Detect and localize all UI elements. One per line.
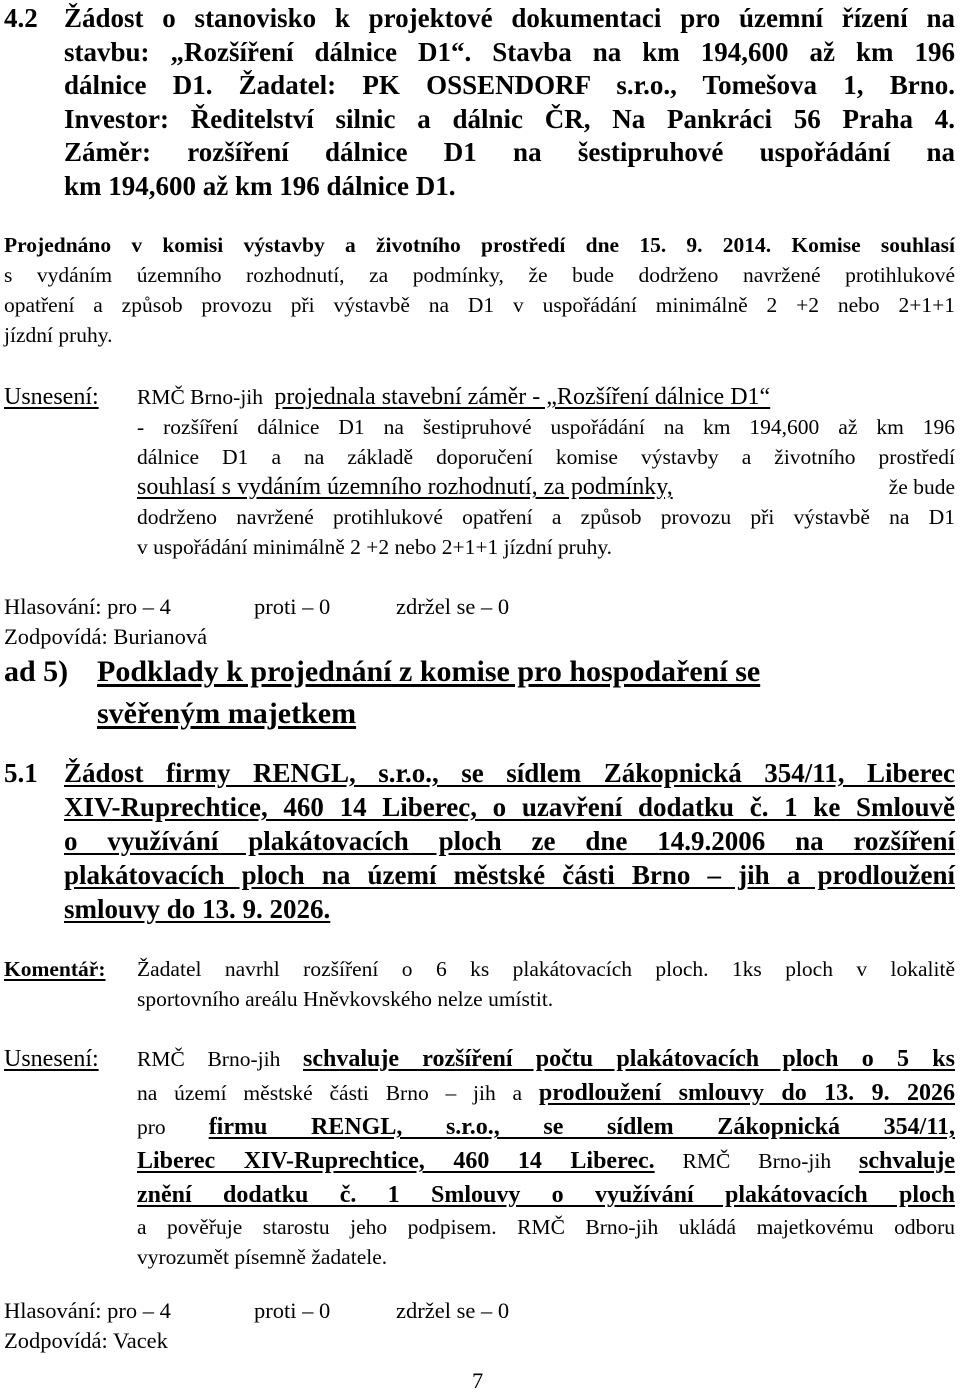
discussion-lead: Projednáno v komisi výstavby a životního prostředí dne 15. 9. 2014. Komise souhlasí (4, 233, 955, 257)
item-5-1-number: 5.1 (4, 758, 38, 788)
heading-line: stavbu: „Rozšíření dálnice D1“. Stavba na km 194,600 až km 196 (64, 36, 955, 67)
item-5-1-heading (64, 756, 955, 926)
vote-for: Hlasování: pro – 4 (4, 1298, 171, 1323)
resolution-line: a pověřuje starostu jeho podpisem. RMČ Brno-jih ukládá majetkovému odboru (137, 1215, 955, 1239)
resolution-approve: schvaluje rozšíření počtu plakátovacích ploch o 5 ks (303, 1046, 955, 1072)
heading-line: Žádost firmy RENGL, s.r.o., se sídlem Zákopnická 354/11, Liberec (64, 758, 955, 788)
vote-abstain: zdržel se – 0 (396, 1298, 510, 1323)
vote-for: Hlasování: pro – 4 (4, 594, 171, 619)
discussion-line: jízdní pruhy. (4, 323, 113, 347)
heading-line: XIV-Ruprechtice, 460 14 Liberec, o uzavření dodatku č. 1 ke Smlouvě (64, 792, 955, 822)
heading-line: km 194,600 až km 196 dálnice D1. (64, 170, 456, 201)
responsible: Zodpovídá: Vacek (4, 1328, 168, 1353)
comment-text (137, 954, 955, 1014)
item-4-2-number: 4.2 (4, 3, 38, 33)
heading-line: smlouvy do 13. 9. 2026. (64, 894, 331, 924)
comment-line: Žadatel navrhl rozšíření o 6 ks plakátovacích ploch. 1ks ploch v lokalitě (137, 957, 955, 981)
resolution-amendment: znění dodatku č. 1 Smlouvy o využívání plakátovacích ploch (137, 1182, 955, 1208)
resolution-line: - rozšíření dálnice D1 na šestipruhové uspořádání na km 194,600 až km 196 (137, 415, 955, 439)
section-5-title (97, 651, 957, 735)
resolution-lead: RMČ Brno-jih (137, 385, 264, 409)
resolution-4-2 (137, 382, 955, 562)
page-number: 7 (472, 1368, 484, 1393)
resolution-consent-rest: že bude (888, 475, 955, 499)
resolution-consent: souhlasí s vydáním územního rozhodnutí, za podmínky, (137, 474, 673, 500)
heading-line: plakátovacích ploch na území městské části Brno – jih a prodloužení (64, 860, 955, 890)
resolution-line: vyrozumět písemně žadatele. (137, 1245, 388, 1269)
comment-line: sportovního areálu Hněvkovského nelze umístit. (137, 987, 554, 1011)
resolution-subject: projednala stavební záměr - „Rozšíření dálnice D1“ (274, 384, 771, 410)
resolution-line: v uspořádání minimálně 2 +2 nebo 2+1+1 jízdní pruhy. (137, 535, 613, 559)
heading-line: Investor: Ředitelství silnic a dálnic ČR, Na Pankráci 56 Praha 4. (64, 103, 955, 134)
resolution-line: dodrženo navržené protihlukové opatření a způsob provozu při výstavbě na D1 (137, 505, 955, 529)
section-title-line: Podklady k projednání z komise pro hospodaření se (97, 655, 761, 688)
resolution-text: pro (137, 1115, 166, 1139)
resolution-5-1 (137, 1042, 955, 1272)
resolution-company: firmu RENGL, s.r.o., se sídlem Zákopnická 354/11, (208, 1114, 956, 1140)
discussion-line: opatření a způsob provozu při výstavbě na D1 v uspořádání minimálně 2 +2 nebo 2+1+1 (4, 293, 955, 317)
resolution-line: dálnice D1 a na základě doporučení komise výstavby a životního prostředí (137, 445, 955, 469)
section-5-prefix: ad 5) (4, 655, 69, 688)
heading-line: Záměr: rozšíření dálnice D1 na šestipruhové uspořádání na (64, 137, 955, 167)
item-4-2-heading (64, 2, 955, 203)
heading-line: dálnice D1. Žadatel: PK OSSENDORF s.r.o., Tomešova 1, Brno. (64, 70, 955, 100)
discussion-line: s vydáním územního rozhodnutí, za podmínky, že bude dodrženo navržené protihlukové (4, 263, 955, 287)
resolution-approve-2: schvaluje (859, 1148, 956, 1174)
resolution-text: na území městské části Brno – jih a (137, 1081, 523, 1105)
vote-against: proti – 0 (254, 1298, 331, 1323)
resolution-text: RMČ Brno-jih (137, 1047, 281, 1071)
heading-line: Žádost o stanovisko k projektové dokumentaci pro územní řízení na (64, 3, 955, 33)
comment-label: Komentář: (4, 957, 106, 981)
resolution-label: Usnesení: (4, 1046, 99, 1072)
resolution-extension: prodloužení smlouvy do 13. 9. 2026 (538, 1080, 956, 1106)
vote-abstain: zdržel se – 0 (396, 594, 510, 619)
resolution-company-address: Liberec XIV-Ruprechtice, 460 14 Liberec. (137, 1148, 655, 1174)
section-title-line: svěřeným majetkem (97, 697, 357, 730)
vote-against: proti – 0 (254, 594, 331, 619)
resolution-label: Usnesení: (4, 384, 99, 410)
heading-line: o využívání plakátovacích ploch ze dne 14.9.2006 na rozšíření (64, 826, 955, 856)
responsible: Zodpovídá: Burianová (4, 624, 208, 649)
discussion-paragraph (4, 230, 955, 350)
resolution-text: RMČ Brno-jih (682, 1149, 832, 1173)
